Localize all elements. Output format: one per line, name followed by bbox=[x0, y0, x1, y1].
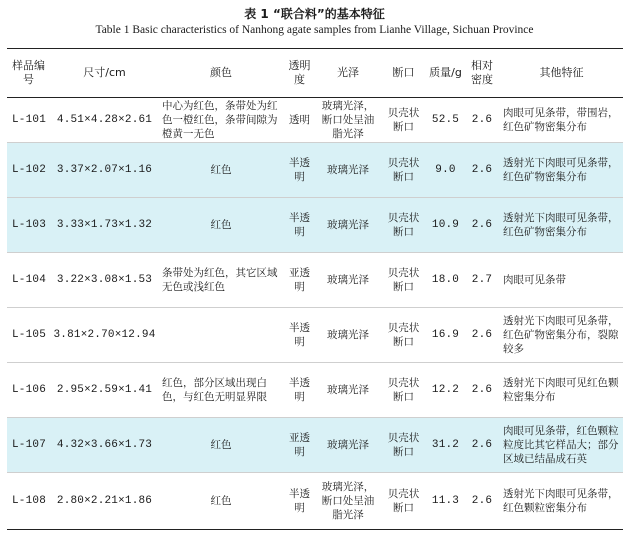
cell-mass: 11.3 bbox=[427, 473, 464, 530]
cell-transparency: 亚透明 bbox=[283, 418, 316, 473]
cell-fracture: 贝壳状断口 bbox=[380, 198, 427, 253]
cell-features: 透射光下肉眼可见条带，红色矿物密集分布，裂隙较多 bbox=[500, 308, 623, 363]
cell-size: 2.95×2.59×1.41 bbox=[50, 363, 159, 418]
header-fracture: 断口 bbox=[380, 49, 427, 98]
table-row bbox=[7, 473, 623, 530]
table-row bbox=[7, 253, 623, 308]
header-luster: 光泽 bbox=[316, 49, 380, 98]
cell-features: 透射光下肉眼可见条带，红色矿物密集分布 bbox=[500, 143, 623, 198]
cell-fracture: 贝壳状断口 bbox=[380, 253, 427, 308]
cell-density: 2.6 bbox=[464, 143, 500, 198]
cell-transparency: 半透明 bbox=[283, 363, 316, 418]
cell-mass: 31.2 bbox=[427, 418, 464, 473]
header-sample-id: 样品编号 bbox=[7, 49, 50, 98]
cell-transparency: 半透明 bbox=[283, 198, 316, 253]
cell-density: 2.6 bbox=[464, 473, 500, 530]
cell-features: 肉眼可见条带，红色颗粒粒度比其它样品大；部分区域已结晶成石英 bbox=[500, 418, 623, 473]
cell-size: 3.33×1.73×1.32 bbox=[50, 198, 159, 253]
cell-fracture: 贝壳状断口 bbox=[380, 418, 427, 473]
cell-features: 肉眼可见条带 bbox=[500, 253, 623, 308]
cell-density: 2.6 bbox=[464, 98, 500, 143]
table-row bbox=[7, 363, 623, 418]
cell-luster: 玻璃光泽 bbox=[316, 363, 380, 418]
cell-luster: 玻璃光泽 bbox=[316, 143, 380, 198]
cell-luster: 玻璃光泽 bbox=[316, 253, 380, 308]
cell-mass: 18.0 bbox=[427, 253, 464, 308]
cell-sample-id: L-107 bbox=[7, 418, 50, 473]
cell-transparency: 半透明 bbox=[283, 308, 316, 363]
cell-fracture: 贝壳状断口 bbox=[380, 98, 427, 143]
cell-size: 4.32×3.66×1.73 bbox=[50, 418, 159, 473]
table-row bbox=[7, 198, 623, 253]
cell-transparency: 亚透明 bbox=[283, 253, 316, 308]
cell-density: 2.6 bbox=[464, 418, 500, 473]
header-mass: 质量/g bbox=[427, 49, 464, 98]
cell-density: 2.7 bbox=[464, 253, 500, 308]
cell-sample-id: L-105 bbox=[7, 308, 50, 363]
cell-luster: 玻璃光泽，断口处呈油脂光泽 bbox=[316, 98, 380, 143]
cell-color bbox=[159, 308, 283, 363]
cell-color: 红色 bbox=[159, 473, 283, 530]
cell-fracture: 贝壳状断口 bbox=[380, 308, 427, 363]
cell-color: 红色 bbox=[159, 143, 283, 198]
cell-sample-id: L-104 bbox=[7, 253, 50, 308]
cell-size: 3.37×2.07×1.16 bbox=[50, 143, 159, 198]
cell-color: 红色 bbox=[159, 198, 283, 253]
cell-features: 透射光下肉眼可见条带，红色矿物密集分布 bbox=[500, 198, 623, 253]
cell-features: 透射光下肉眼可见红色颗粒密集分布 bbox=[500, 363, 623, 418]
cell-mass: 10.9 bbox=[427, 198, 464, 253]
cell-density: 2.6 bbox=[464, 198, 500, 253]
cell-luster: 玻璃光泽，断口处呈油脂光泽 bbox=[316, 473, 380, 530]
cell-luster: 玻璃光泽 bbox=[316, 198, 380, 253]
cell-sample-id: L-103 bbox=[7, 198, 50, 253]
table-title-english: Table 1 Basic characteristics of Nanhong agate samples from Lianhe Village, Sichuan Province bbox=[95, 24, 534, 36]
cell-color: 红色，部分区域出现白色，与红色无明显界限 bbox=[159, 363, 283, 418]
cell-sample-id: L-102 bbox=[7, 143, 50, 198]
cell-luster: 玻璃光泽 bbox=[316, 418, 380, 473]
header-features: 其他特征 bbox=[500, 49, 623, 98]
cell-mass: 52.5 bbox=[427, 98, 464, 143]
cell-sample-id: L-101 bbox=[7, 98, 50, 143]
cell-mass: 16.9 bbox=[427, 308, 464, 363]
table-row bbox=[7, 98, 623, 143]
cell-transparency: 半透明 bbox=[283, 473, 316, 530]
cell-sample-id: L-108 bbox=[7, 473, 50, 530]
cell-color: 中心为红色，条带处为红色一橙红色，条带间隙为橙黄一无色 bbox=[159, 98, 283, 143]
table-title-chinese: 表 1 “联合料”的基本特征 bbox=[244, 7, 385, 21]
header-size: 尺寸/cm bbox=[50, 49, 159, 98]
header-transparency: 透明度 bbox=[283, 49, 316, 98]
cell-fracture: 贝壳状断口 bbox=[380, 363, 427, 418]
cell-sample-id: L-106 bbox=[7, 363, 50, 418]
cell-size: 4.51×4.28×2.61 bbox=[50, 98, 159, 143]
cell-size: 3.81×2.70×12.94 bbox=[50, 308, 159, 363]
cell-mass: 9.0 bbox=[427, 143, 464, 198]
cell-luster: 玻璃光泽 bbox=[316, 308, 380, 363]
characteristics-table bbox=[7, 48, 623, 530]
header-row bbox=[7, 49, 623, 98]
table-row bbox=[7, 308, 623, 363]
cell-fracture: 贝壳状断口 bbox=[380, 143, 427, 198]
cell-color: 条带处为红色，其它区域无色或浅红色 bbox=[159, 253, 283, 308]
cell-fracture: 贝壳状断口 bbox=[380, 473, 427, 530]
cell-density: 2.6 bbox=[464, 308, 500, 363]
cell-transparency: 透明 bbox=[283, 98, 316, 143]
cell-size: 2.80×2.21×1.86 bbox=[50, 473, 159, 530]
cell-color: 红色 bbox=[159, 418, 283, 473]
header-color: 颜色 bbox=[159, 49, 283, 98]
cell-size: 3.22×3.08×1.53 bbox=[50, 253, 159, 308]
cell-transparency: 半透明 bbox=[283, 143, 316, 198]
cell-mass: 12.2 bbox=[427, 363, 464, 418]
header-density: 相对密度 bbox=[464, 49, 500, 98]
cell-features: 肉眼可见条带，带围岩，红色矿物密集分布 bbox=[500, 98, 623, 143]
table-row bbox=[7, 418, 623, 473]
table-row bbox=[7, 143, 623, 198]
cell-density: 2.6 bbox=[464, 363, 500, 418]
cell-features: 透射光下肉眼可见条带，红色颗粒密集分布 bbox=[500, 473, 623, 530]
